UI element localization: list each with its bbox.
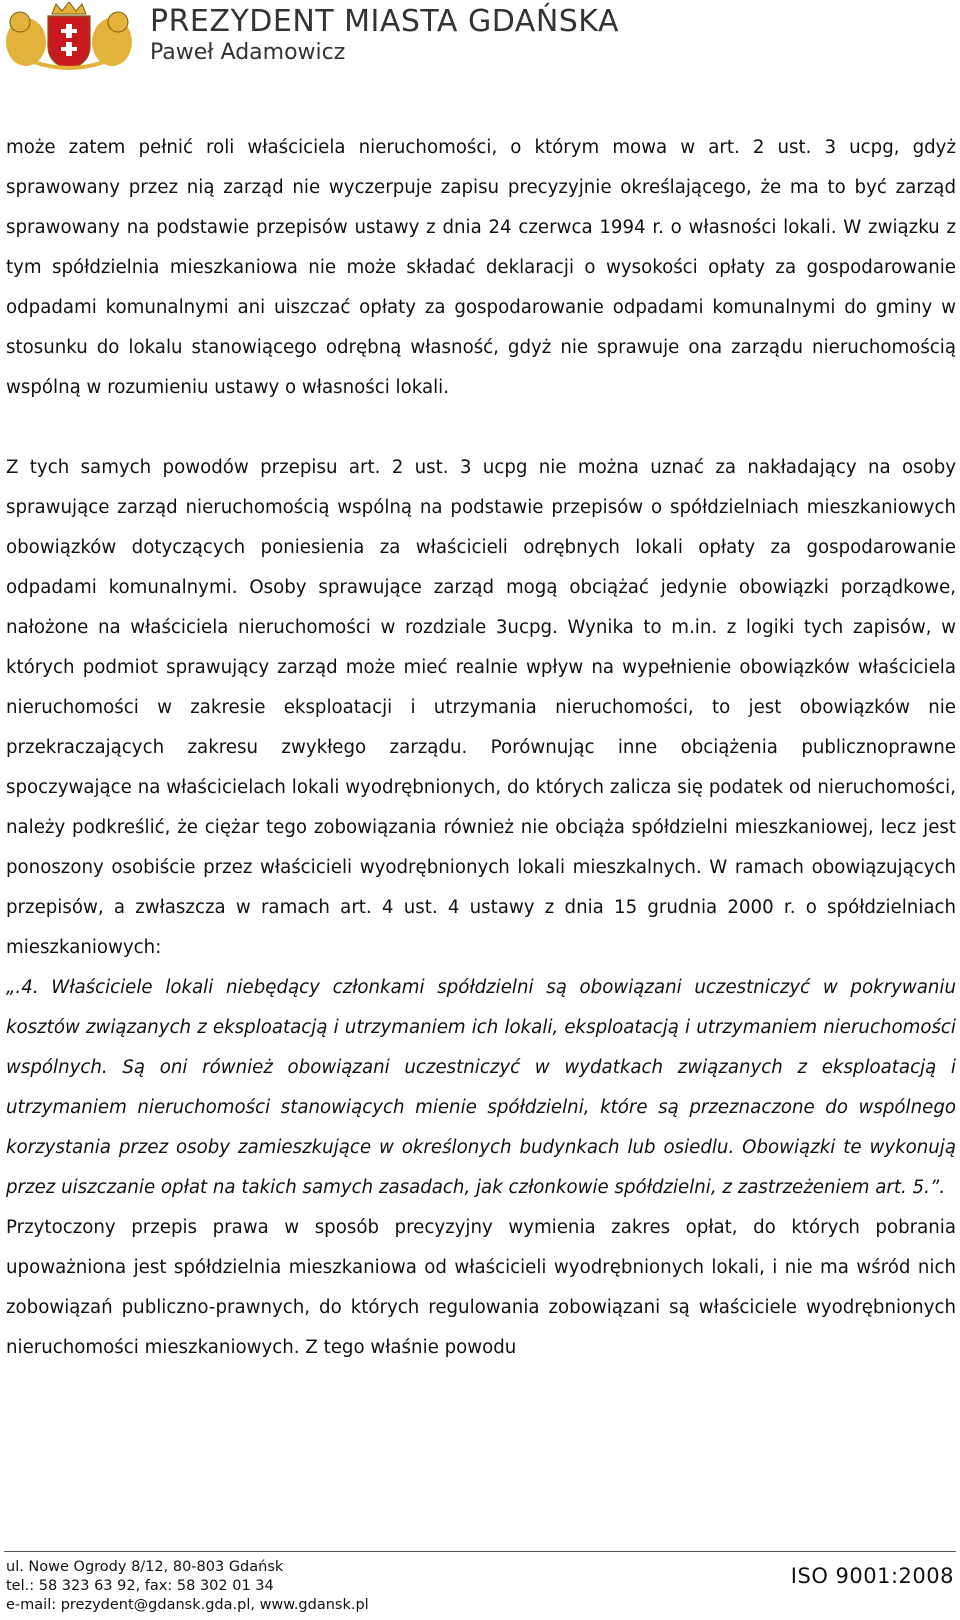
- paragraph-1: może zatem pełnić roli właściciela nieruchomości, o którym mowa w art. 2 ust. 3 ucpg, gdyż sprawowany przez nią zarząd nie wyczerpuje zapisu precyzyjnie określającego, że ma to być zarząd sprawowany na podstawie przepisów ustawy z dnia 24 czerwca 1994 r. o własności lokali. W związku z tym spółdzielnia mieszkaniowa nie może składać deklaracji o wysokości opłaty za gospodarowanie odpadami komunalnymi ani uiszczać opłaty za gospodarowanie odpadami komunalnymi do gminy w stosunku do lokalu stanowiącego odrębną własność, gdyż nie sprawuje ona zarządu nieruchomością wspólną w rozumieniu ustawy o własności lokali.: [6, 137, 956, 398]
- footer-contact: [6, 1558, 369, 1615]
- footer-phone: tel.: 58 323 63 92, fax: 58 302 01 34: [6, 1578, 274, 1594]
- quoted-provision: „.4. Właściciele lokali niebędący członkami spółdzielni są obowiązani uczestniczyć w pokrywaniu kosztów związanych z eksploatacją i utrzymaniem ich lokali, eksploatacją i utrzymaniem nieruchomości wspólnych. Są oni również obowiązani uczestniczyć w wydatkach związanych z eksploatacją i utrzymaniem nieruchomości stanowiących mienie spółdzielni, które są przeznaczone do wspólnego korzystania przez osoby zamieszkujące w określonych budynkach lub osiedlu. Obowiązki te wykonują przez uiszczanie opłat na takich samych zasadach, jak członkowie spółdzielni, z zastrzeżeniem art. 5.”.: [6, 977, 956, 1198]
- letter-body: [6, 128, 956, 1368]
- footer-divider: [4, 1551, 956, 1552]
- paragraph-3: Przytoczony przepis prawa w sposób precyzyjny wymienia zakres opłat, do których pobrania upoważniona jest spółdzielnia mieszkaniowa od właścicieli wyodrębnionych lokali, i nie ma wśród nich zobowiązań publiczno-prawnych, do których regulowania zobowiązani są właściciele wyodrębnionych nieruchomości mieszkaniowych. Z tego właśnie powodu: [6, 1217, 956, 1358]
- letterhead-subtitle: Paweł Adamowicz: [150, 40, 346, 65]
- footer-address: ul. Nowe Ogrody 8/12, 80-803 Gdańsk: [6, 1559, 284, 1575]
- paragraph-2: Z tych samych powodów przepisu art. 2 ust. 3 ucpg nie można uznać za nakładający na osoby sprawujące zarząd nieruchomością wspólną na podstawie przepisów o spółdzielniach mieszkaniowych obowiązków dotyczących poniesienia za właścicieli odrębnych lokali opłaty za gospodarowanie odpadami komunalnymi. Osoby sprawujące zarząd mogą obciążać jedynie obowiązki porządkowe, nałożone na właściciela nieruchomości w rozdziale 3ucpg. Wynika to m.in. z logiki tych zapisów, w których podmiot sprawujący zarząd może mieć realnie wpływ na wypełnienie obowiązków właściciela nieruchomości w zakresie eksploatacji i utrzymania nieruchomości, to jest obowiązków nie przekraczających zakresu zwykłego zarządu. Porównując inne obciążenia publicznoprawne spoczywające na właścicielach lokali wyodrębnionych, do których zalicza się podatek od nieruchomości, należy podkreślić, że ciężar tego zobowiązania również nie obciąża spółdzielni mieszkaniowej, lecz jest ponoszony osobiście przez właścicieli wyodrębnionych lokali mieszkalnych. W ramach obowiązujących przepisów, a zwłaszcza w ramach art. 4 ust. 4 ustawy z dnia 15 grudnia 2000 r. o spółdzielniach mieszkaniowych:: [6, 457, 956, 958]
- iso-certification: ISO 9001:2008: [790, 1564, 954, 1588]
- letterhead: [0, 0, 960, 90]
- gdansk-coat-of-arms-icon: [4, 2, 134, 70]
- letterhead-title: PREZYDENT MIASTA GDAŃSKA: [150, 4, 619, 39]
- footer-email-web: e-mail: prezydent@gdansk.gda.pl, www.gdansk.pl: [6, 1597, 369, 1613]
